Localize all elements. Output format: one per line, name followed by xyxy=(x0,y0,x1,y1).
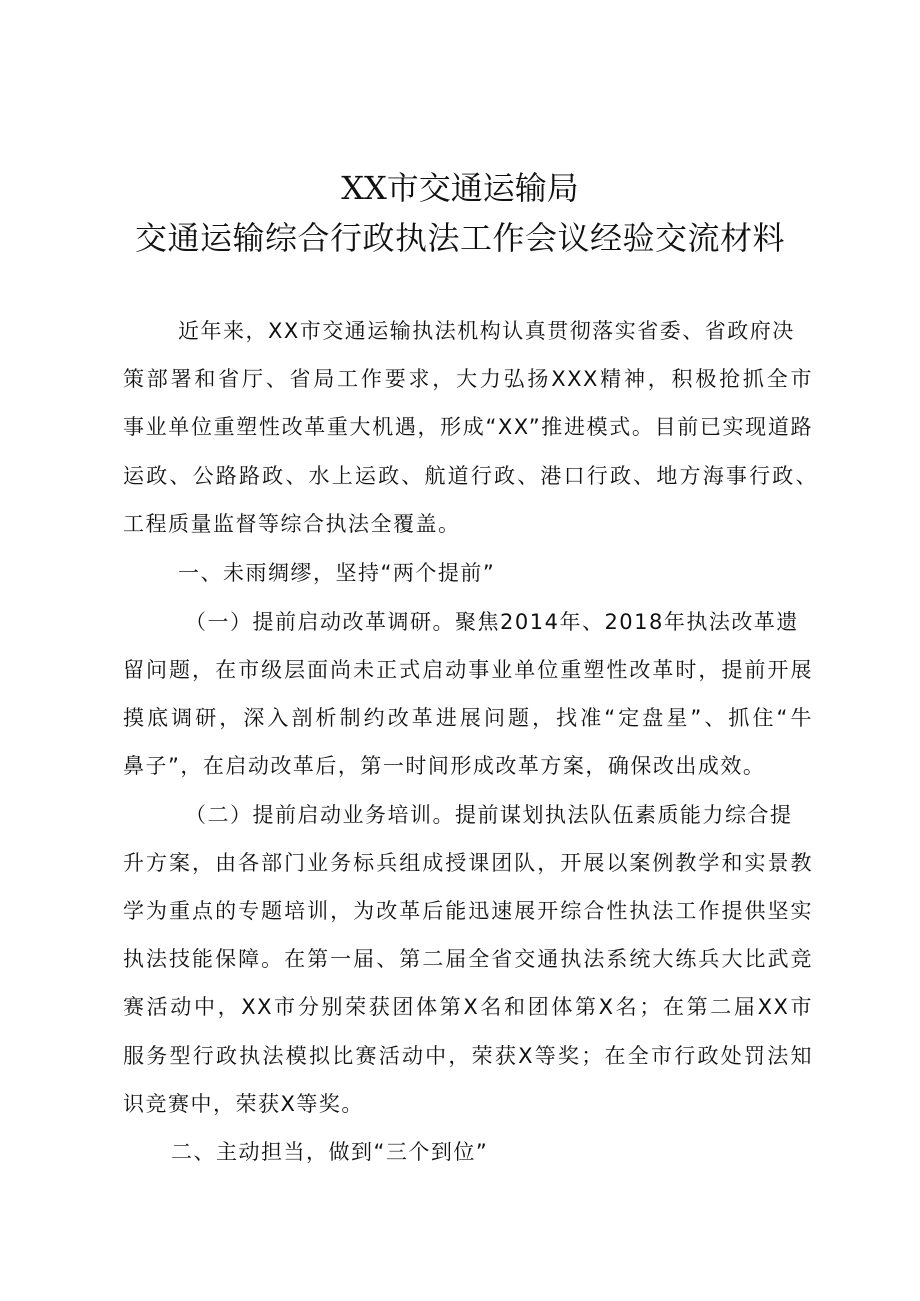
subsection-2-line-4: 执法技能保障。在第一届、第二届全省交通执法系统大练兵大比武竞 xyxy=(123,947,813,971)
subsection-2-line-7: 识竞赛中，荣获X等奖。 xyxy=(123,1092,364,1116)
section-2-heading: 二、主动担当，做到“三个到位” xyxy=(171,1140,489,1164)
subsection-1-line-4: 鼻子”，在启动改革后，第一时间形成改革方案，确保改出成效。 xyxy=(123,754,766,778)
paragraph-1-line-2: 策部署和省厅、省局工作要求，大力弘扬XXX精神，积极抢抓全市 xyxy=(123,367,813,391)
section-1-heading: 一、未雨绸缪，坚持“两个提前” xyxy=(178,561,496,585)
subsection-2-line-3: 学为重点的专题培训，为改革后能迅速展开综合性执法工作提供坚实 xyxy=(123,899,813,923)
subsection-2-line-5: 赛活动中，XX市分别荣获团体第X名和团体第X名；在第二届XX市 xyxy=(123,995,813,1019)
subsection-1-line-1: （一）提前启动改革调研。聚焦2014年、2018年执法改革遗 xyxy=(185,610,799,634)
subsection-1-line-2: 留问题，在市级层面尚未正式启动事业单位重塑性改革时，提前开展 xyxy=(123,658,813,682)
document-title-line-1: XX市交通运输局 xyxy=(341,169,579,207)
subsection-1-line-3: 摸底调研，深入剖析制约改革进展问题，找准“定盘星”、抓住“牛 xyxy=(123,706,813,730)
subsection-2-line-6: 服务型行政执法模拟比赛活动中，荣获X等奖；在全市行政处罚法知 xyxy=(123,1044,813,1068)
subsection-2-line-1: （二）提前启动业务培训。提前谋划执法队伍素质能力综合提 xyxy=(185,803,793,827)
document-title-line-2: 交通运输综合行政执法工作会议经验交流材料 xyxy=(134,219,785,257)
paragraph-1-line-3: 事业单位重塑性改革重大机遇，形成“XX”推进模式。目前已实现道路 xyxy=(123,415,813,439)
paragraph-1-line-5: 工程质量监督等综合执法全覆盖。 xyxy=(123,512,461,536)
subsection-2-line-2: 升方案，由各部门业务标兵组成授课团队，开展以案例教学和实景教 xyxy=(123,851,813,875)
paragraph-1-line-4: 运政、公路路政、水上运政、航道行政、港口行政、地方海事行政、 xyxy=(123,464,818,488)
paragraph-1-line-1: 近年来，XX市交通运输执法机构认真贯彻落实省委、省政府决 xyxy=(178,319,795,343)
